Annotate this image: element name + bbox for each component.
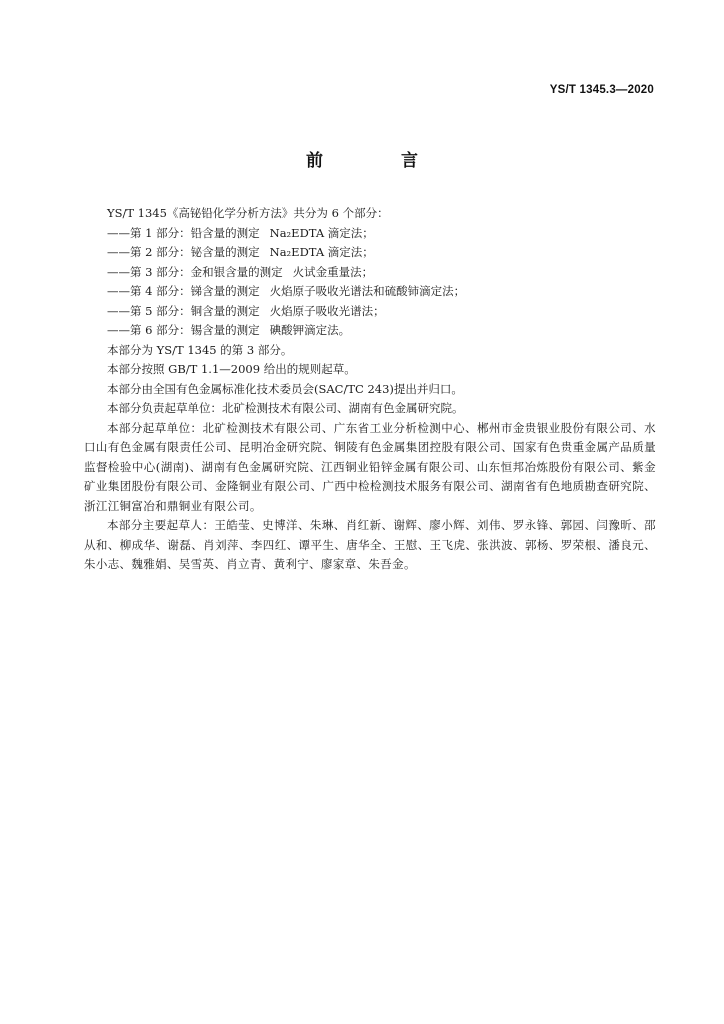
responsible-unit-paragraph: 本部分负责起草单位：北矿检测技术有限公司、湖南有色金属研究院。 (107, 401, 464, 415)
part-item-6 (84, 321, 656, 341)
part-method: 火试金重量法； (292, 264, 374, 279)
intro-paragraph: YS/T 1345《高铋铅化学分析方法》共分为 6 个部分： (107, 206, 389, 220)
part-method: Na₂EDTA 滴定法； (269, 225, 374, 240)
standard-code: YS/T 1345.3—2020 (549, 84, 654, 96)
part-item-3 (84, 263, 656, 283)
this-part-paragraph: 本部分为 YS/T 1345 的第 3 部分。 (107, 342, 293, 357)
part-label: ——第 4 部分：锑含量的测定 (107, 284, 260, 298)
part-item-4 (84, 282, 656, 302)
drafting-units-paragraph: 本部分起草单位：北矿检测技术有限公司、广东省工业分析检测中心、郴州市金贵银业股份有限公司、水口山有色金属有限责任公司、昆明冶金研究院、铜陵有色金属集团控股有限公司、国家有色贵重金属产品质量监督检验中心(湖南)、湖南有色金属研究院、江西铜业铅锌金属有限公司、山东恒邦冶炼股份有限公司、紫金矿业集团股份有限公司、金隆铜业有限公司、广西中检检测技术服务有限公司、湖南省有色地质勘查研究院、浙江江铜富冶和鼎铜业有限公司。 (84, 420, 656, 513)
page-title: 前 言 (306, 151, 454, 171)
part-item-1 (84, 224, 656, 244)
foreword-body (84, 204, 656, 575)
part-method: 火焰原子吸收光谱法和硫酸铈滴定法； (269, 284, 466, 298)
part-label: ——第 6 部分：锡含量的测定 (107, 323, 260, 337)
proposed-by-paragraph: 本部分由全国有色金属标准化技术委员会(SAC/TC 243)提出并归口。 (107, 381, 463, 396)
part-label: ——第 5 部分：铜含量的测定 (107, 303, 260, 318)
drafting-rules-paragraph: 本部分按照 GB/T 1.1—2009 给出的规则起草。 (107, 362, 356, 376)
part-item-2 (84, 243, 656, 263)
part-item-5 (84, 302, 656, 322)
part-method: Na₂EDTA 滴定法； (269, 245, 374, 259)
part-method: 碘酸钾滴定法。 (269, 323, 351, 337)
part-label: ——第 3 部分：金和银含量的测定 (107, 264, 283, 279)
part-label: ——第 1 部分：铅含量的测定 (107, 225, 260, 240)
drafters-paragraph: 本部分主要起草人：王皓莹、史博洋、朱琳、肖红新、谢辉、廖小辉、刘伟、罗永锋、郭园、闫豫昕、邵从和、柳成华、谢磊、肖刘萍、李四红、谭平生、唐华全、王慰、王飞虎、张洪波、郭杨、罗荣根、潘良元、朱小志、魏雅娟、吴雪英、肖立青、黄利宁、廖家章、朱吾金。 (84, 518, 656, 571)
part-label: ——第 2 部分：铋含量的测定 (107, 245, 260, 259)
part-method: 火焰原子吸收光谱法； (269, 303, 385, 318)
